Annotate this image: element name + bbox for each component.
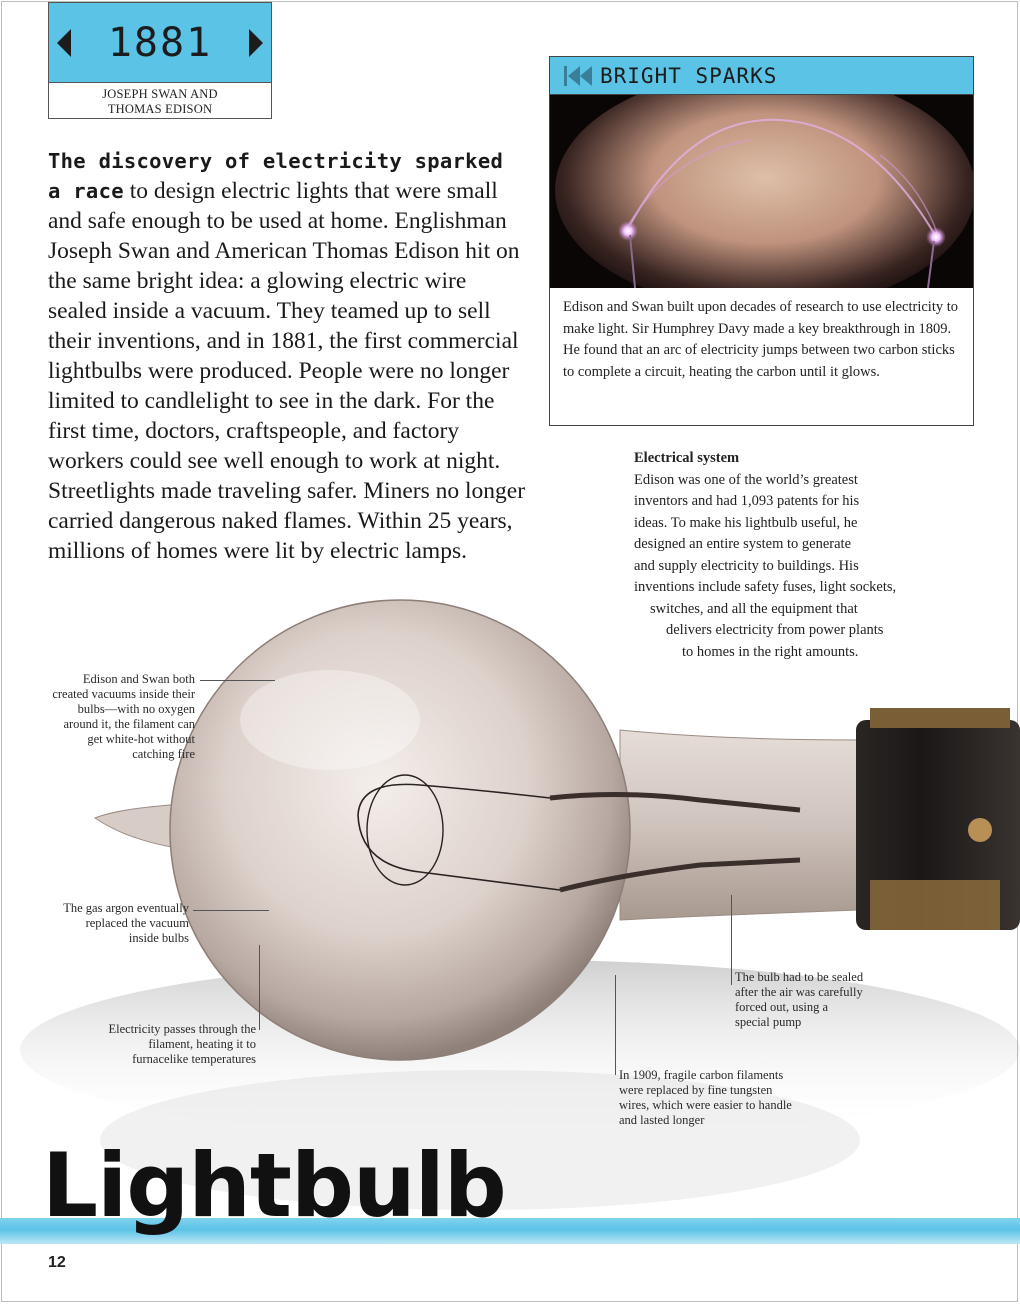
- rewind-icon: [564, 66, 592, 86]
- electrical-system-line: Edison was one of the world’s greatest: [634, 471, 858, 488]
- date-year: 1881: [107, 19, 213, 66]
- annotation-tungsten: In 1909, fragile carbon filaments were replaced by fine tungsten wires, which were easier to handle and lasted longer: [619, 1068, 792, 1127]
- previous-arrow-icon[interactable]: [57, 29, 71, 57]
- next-arrow-icon[interactable]: [249, 29, 263, 57]
- intro-lead: The discovery of electricity sparked a race: [48, 149, 504, 203]
- electrical-system-line: and supply electricity to buildings. His: [634, 557, 859, 574]
- intro-paragraph: [48, 146, 528, 566]
- date-subtitle-line: THOMAS EDISON: [107, 102, 213, 116]
- electrical-system-line: designed an entire system to generate: [634, 536, 852, 552]
- bright-sparks-title: BRIGHT SPARKS: [600, 63, 778, 88]
- leader-line: [615, 975, 616, 1075]
- electrical-system-line: ideas. To make his lightbulb useful, he: [634, 514, 858, 531]
- electrical-system-line: to homes in the right amounts.: [682, 643, 859, 660]
- bright-sparks-panel: [549, 56, 974, 426]
- bright-sparks-header: [550, 57, 973, 95]
- electric-arc-photo: [550, 95, 973, 288]
- electrical-system-line: inventors and had 1,093 patents for his: [634, 493, 860, 509]
- annotation-vacuum: Edison and Swan both created vacuums inside their bulbs—with no oxygen around it, the filament can get white-hot without catching fire: [52, 672, 195, 761]
- electrical-system-line: switches, and all the equipment that: [650, 600, 858, 617]
- leader-line: [259, 945, 260, 1030]
- leader-line: [193, 910, 269, 911]
- page-number: 12: [48, 1254, 66, 1271]
- electrical-system-line: delivers electricity from power plants: [666, 622, 884, 638]
- electrical-system-title: Electrical system: [634, 450, 740, 466]
- page-title: Lightbulb: [42, 1134, 506, 1237]
- leader-line: [731, 895, 732, 985]
- electrical-system-line: inventions include safety fuses, light sockets,: [634, 579, 897, 595]
- date-box: [48, 2, 272, 119]
- date-header: [49, 3, 271, 83]
- date-subtitle: [49, 83, 271, 117]
- annotation-sealed: The bulb had to be sealed after the air was carefully forced out, using a special pump: [735, 970, 864, 1029]
- intro-body: to design electric lights that were small and safe enough to be used at home. Englishman Joseph Swan and American Thomas Edison hit on the same bright idea: a glowing electric wire sealed inside a vacuum. They teamed up to sell their inventions, and in 1881, the first commercial lightbulbs were produced. People were no longer limited to candlelight to see in the dark. For the first time, doctors, craftspeople, and factory workers could see well enough to work at night. Streetlights made traveling safer. Miners no longer carried dangerous naked flames. Within 25 years, millions of homes were lit by electric lamps.: [48, 178, 526, 564]
- annotation-electricity: Electricity passes through the filament, heating it to furnacelike temperatures: [108, 1022, 256, 1066]
- bright-sparks-caption: Edison and Swan built upon decades of research to use electricity to make light. Sir Humphrey Davy made a key breakthrough in 1809. He found that an arc of electricity jumps between two carbon sticks to complete a circuit, heating the carbon until it glows.: [563, 299, 959, 380]
- annotation-argon: The gas argon eventually replaced the vacuum inside bulbs: [63, 901, 189, 945]
- date-subtitle-line: JOSEPH SWAN AND: [102, 87, 218, 101]
- leader-line: [200, 680, 275, 681]
